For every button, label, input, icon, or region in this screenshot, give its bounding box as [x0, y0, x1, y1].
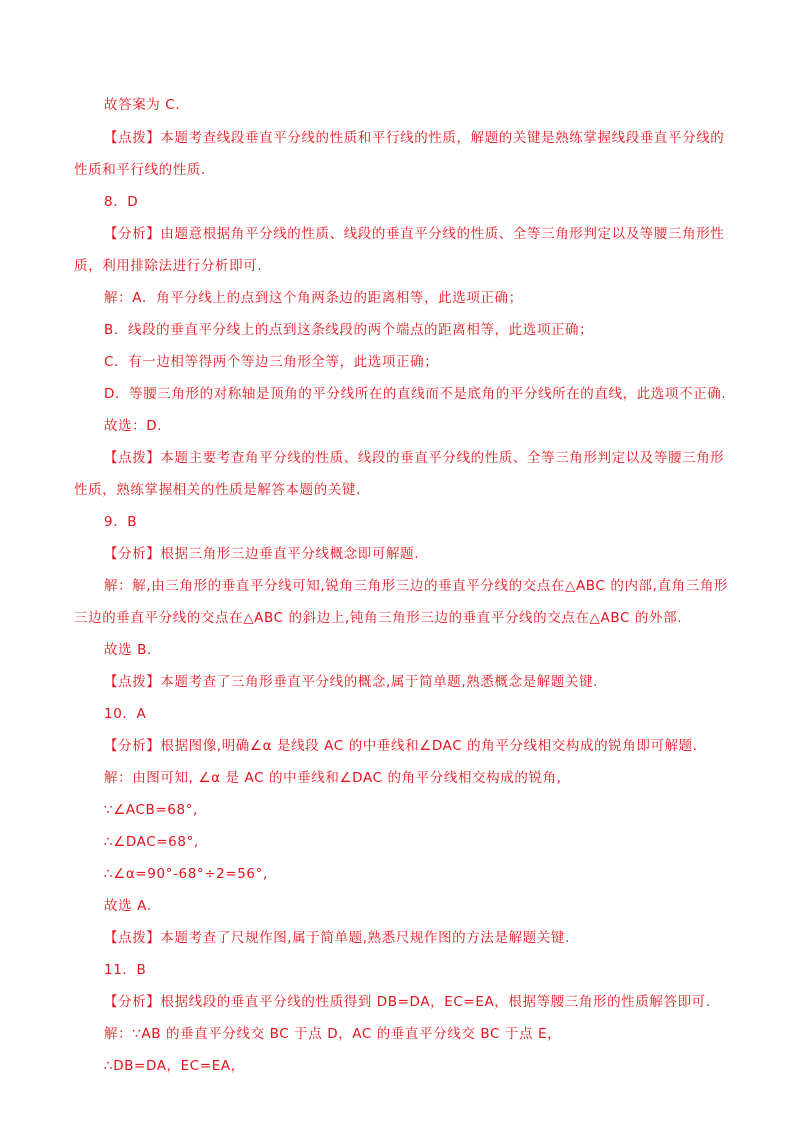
text-line: 【分析】根据图像,明确∠α 是线段 AC 的中垂线和∠DAC 的角平分线相交构成的锐角即可解题.: [104, 738, 698, 754]
text-line: 三边的垂直平分线的交点在△ABC 的斜边上,钝角三角形三边的垂直平分线的交点在△ABC 的外部.: [74, 610, 683, 626]
math-line: ∴DB=DA，EC=EA，: [104, 1058, 245, 1074]
text-line: 故选 A.: [104, 898, 152, 914]
text-line: 性质和平行线的性质.: [74, 162, 206, 178]
text-line: 解：A．角平分线上的点到这个角两条边的距离相等，此选项正确；: [104, 290, 523, 306]
text-line: 性质，熟练掌握相关的性质是解答本题的关键.: [74, 482, 361, 498]
question-number: 11．B: [104, 962, 147, 978]
math-line: ∵∠ACB=68°,: [104, 802, 198, 818]
text-line: 解：∵AB 的垂直平分线交 BC 于点 D，AC 的垂直平分线交 BC 于点 E，: [104, 1026, 562, 1042]
text-line: 【点拨】本题主要考查角平分线的性质、线段的垂直平分线的性质、全等三角形判定以及等腰三角形: [104, 450, 725, 466]
text-line: 解：解,由三角形的垂直平分线可知,锐角三角形三边的垂直平分线的交点在△ABC 的内部,直角三角形: [104, 578, 729, 594]
text-line: D．等腰三角形的对称轴是顶角的平分线所在的直线而不是底角的平分线所在的直线，此选项不正确.: [104, 386, 727, 402]
text-line: 故选 B.: [104, 642, 152, 658]
text-line: 解：由图可知, ∠α 是 AC 的中垂线和∠DAC 的角平分线相交构成的锐角,: [104, 770, 562, 786]
text-line: 【点拨】本题考查线段垂直平分线的性质和平行线的性质，解题的关键是熟练掌握线段垂直平分线的: [104, 130, 725, 146]
text-line: 故选：D.: [104, 418, 163, 434]
text-line: 【分析】由题意根据角平分线的性质、线段的垂直平分线的性质、全等三角形判定以及等腰三角形性: [104, 226, 725, 242]
question-number: 8．D: [104, 194, 139, 210]
text-line: C．有一边相等得两个等边三角形全等，此选项正确；: [104, 354, 439, 370]
text-line: 【点拨】本题考查了尺规作图,属于简单题,熟悉尺规作图的方法是解题关键.: [104, 930, 570, 946]
text-line: 质，利用排除法进行分析即可.: [74, 258, 263, 274]
question-number: 9．B: [104, 514, 138, 530]
text-line: 【点拨】本题考查了三角形垂直平分线的概念,属于简单题,熟悉概念是解题关键.: [104, 674, 599, 690]
text-line: 【分析】根据三角形三边垂直平分线概念即可解题.: [104, 546, 420, 562]
text-line: 【分析】根据线段的垂直平分线的性质得到 DB=DA，EC=EA，根据等腰三角形的性质解答即可.: [104, 994, 711, 1010]
math-line: ∴∠α=90°-68°÷2=56°,: [104, 866, 268, 882]
text-line: 故答案为 C.: [104, 97, 181, 113]
question-number: 10．A: [104, 706, 147, 722]
text-line: B．线段的垂直平分线上的点到这条线段的两个端点的距离相等，此选项正确；: [104, 322, 594, 338]
math-line: ∴∠DAC=68°,: [104, 834, 199, 850]
